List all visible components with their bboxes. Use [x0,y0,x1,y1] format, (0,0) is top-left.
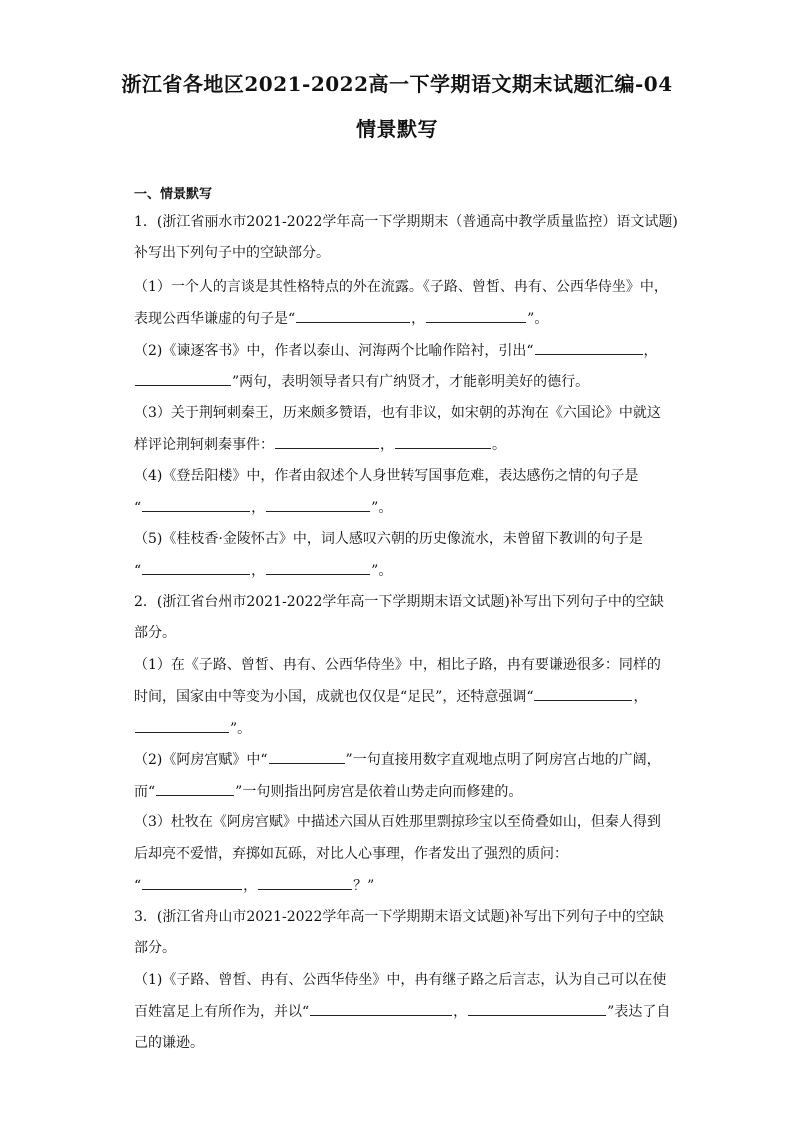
opening-quote: “ [134,563,142,579]
q1-item5-text: （5)《桂枝香·金陵怀古》中，词人感叹六朝的历史像流水，未曾留下教训的句子是 [134,531,643,547]
answer-blank[interactable] [142,497,250,512]
answer-blank[interactable] [395,434,491,449]
separator: ， [251,500,266,516]
q2-item3-text-2: 后却亮不爱惜，弃掷如瓦砾，对比人心事理，作者发出了强烈的质问： [134,846,568,862]
question-2-instruction: 部分。 [134,625,176,641]
answer-blank[interactable] [266,497,370,512]
closing-quote: ”。 [371,500,393,516]
question-1-instruction: 补写出下列句子中的空缺部分。 [134,245,330,261]
answer-blank[interactable] [296,308,410,323]
answer-blank[interactable] [156,781,234,796]
separator: ， [411,311,426,327]
closing-quote: ”。 [371,563,393,579]
q2-item2-suffix-2: ”一句则指出阿房宫是依着山势走向而修建的。 [235,784,523,800]
answer-blank[interactable] [275,434,379,449]
separator: ， [633,689,648,705]
q2-item3-text: （3）杜牧在《阿房宫赋》中描述六国从百姓那里剽掠珍宝以至倚叠如山，但秦人得到 [134,814,661,830]
answer-blank[interactable] [468,1001,606,1016]
separator: ， [243,878,258,894]
opening-quote: “ [134,500,142,516]
question-1-header: 1．(浙江省丽水市2021-2022学年高一下学期期末（普通高中教学质量监控）语文试题) [134,214,678,230]
question-2-header: 2．(浙江省台州市2021-2022学年高一下学期期末语文试题)补写出下列句子中的空缺 [134,594,664,610]
answer-blank[interactable] [534,686,632,701]
question-3-instruction: 部分。 [134,940,176,956]
answer-blank[interactable] [266,560,370,575]
q1-item3-prompt: 样评论荆轲刺秦事件： [134,437,274,453]
q2-item2-prompt-2: 而“ [134,784,156,800]
answer-blank[interactable] [426,308,526,323]
q2-item1-answer-line [134,686,674,707]
separator: ， [251,563,266,579]
closing-quote: ”。 [230,721,252,737]
q3-item1-text-end: 己的谦逊。 [134,1035,204,1051]
answer-blank[interactable] [142,875,242,890]
q2-item2-suffix: ”一句直接用数字直观地点明了阿房宫占地的广阔， [345,752,661,768]
q1-item3-answer-line [134,434,674,455]
q2-item1-prompt: 时间，国家由中等变为小国，成就也仅仅是“足民”，还特意强调“ [134,689,534,705]
answer-blank[interactable] [135,718,229,733]
q2-item3-answer-line [134,875,674,896]
answer-blank[interactable] [258,875,352,890]
q2-item2-prompt: （2)《阿房宫赋》中“ [134,752,268,768]
separator: ， [453,1004,468,1020]
separator: ， [643,343,658,359]
q1-item2-suffix: ”两句，表明领导者只有广纳贤才，才能彰明美好的德行。 [232,374,590,390]
q1-item4-answer-line [134,497,674,518]
q1-item5-answer-line [134,560,674,581]
answer-blank[interactable] [310,1001,452,1016]
q1-item1-text: （1）一个人的言谈是其性格特点的外在流露。《子路、曾皙、冉有、公西华侍坐》中， [134,279,668,295]
document-title: 浙江省各地区2021-2022高一下学期语文期末试题汇编-04 [121,72,673,96]
document-subtitle: 情景默写 [356,117,438,141]
q1-item2-text [134,340,674,361]
answer-blank[interactable] [135,371,231,386]
q1-item2-answer-line [134,371,674,392]
q3-item1-answer-line [134,1001,674,1022]
answer-blank[interactable] [142,560,250,575]
q2-item1-text: （1）在《子路、曾皙、冉有、公西华侍坐》中，相比子路，冉有要谦逊很多：同样的 [134,657,661,673]
closing-quote: ？” [353,878,375,894]
q3-item1-text: （1)《子路、曾皙、冉有、公西华侍坐》中，冉有继子路之后言志，认为自己可以在使 [134,972,667,988]
answer-blank[interactable] [269,749,345,764]
answer-blank[interactable] [535,340,643,355]
closing-quote: ”。 [527,311,549,327]
q1-item4-text: （4)《登岳阳楼》中，作者由叙述个人身世转写国事危难，表达感伤之情的句子是 [134,468,639,484]
q3-item1-suffix: ”表达了自 [607,1004,671,1020]
q2-item2-text [134,749,674,770]
question-3-header: 3．(浙江省舟山市2021-2022学年高一下学期期末语文试题)补写出下列句子中的空缺 [134,909,664,925]
separator: ， [380,437,394,453]
q3-item1-prompt: 百姓富足上有所作为，并以“ [134,1004,310,1020]
q2-item2-answer-line [134,781,674,802]
section-heading: 一、情景默写 [134,187,213,202]
q2-item1-answer-line-2 [134,718,674,739]
q1-item1-answer-line [134,308,674,329]
q1-item1-prompt: 表现公西华谦虚的句子是“ [134,311,296,327]
q1-item2-prompt: （2)《谏逐客书》中，作者以泰山、河海两个比喻作陪衬，引出“ [134,343,534,359]
q1-item3-text: （3）关于荆轲刺秦王，历来颇多赞语，也有非议，如宋朝的苏洵在《六国论》中就这 [134,405,661,421]
period: 。 [492,437,506,453]
opening-quote: “ [134,878,142,894]
